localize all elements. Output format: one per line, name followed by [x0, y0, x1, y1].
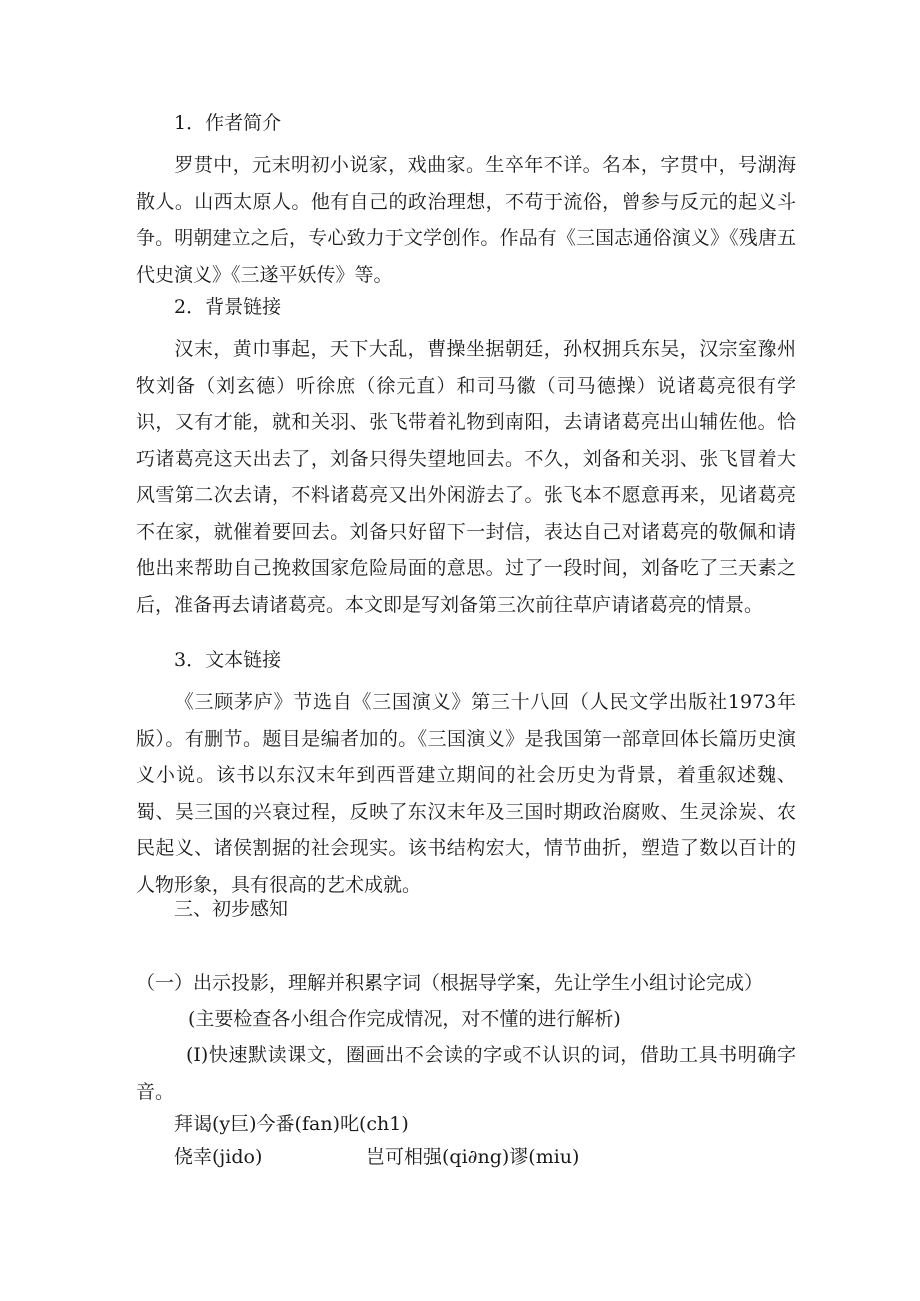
- paragraph-task: (I)快速默读课文，圈画出不会读的字或不认识的词，借助工具书明确字音。: [136, 1044, 796, 1103]
- text-link-block: [136, 684, 796, 903]
- heading-initial-perception: 三、初步感知: [174, 898, 289, 920]
- task-block: [136, 1037, 796, 1110]
- paragraph-background: 汉末，黄巾事起，天下大乱，曹操坐据朝廷，孙权拥兵东吴，汉宗室豫州牧刘备（刘玄德）听徐庶（徐元直）和司马徽（司马德操）说诸葛亮很有学识，又有才能，就和关羽、张飞带着礼物到南阳，去请诸葛亮出山辅佐他。恰巧诸葛亮这天出去了，刘备只得失望地回去。不久，刘备和关羽、张飞冒着大风雪第二次去请，不料诸葛亮又出外闲游去了。张飞本不愿意再来，见诸葛亮不在家，就催着要回去。刘备只好留下一封信，表达自己对诸葛亮的敬佩和请他出来帮助自己挽救国家危险局面的意思。过了一段时间，刘备吃了三天素之后，准备再去请诸葛亮。本文即是写刘备第三次前往草庐请诸葛亮的情景。: [136, 338, 796, 616]
- vocab-line-2-right: 岂可相强(qi∂ng)谬(miu): [366, 1146, 580, 1168]
- vocab-line-2-left: 侥幸(jido): [174, 1146, 263, 1168]
- note-line: (主要检查各小组合作完成情况，对不懂的进行解析): [188, 1008, 621, 1030]
- paragraph-item-one: （一）出示投影，理解并积累字词（根据导学案，先让学生小组讨论完成）: [136, 971, 764, 994]
- vocab-line-1: 拜谒(y巨)今番(fan)叱(ch1): [174, 1113, 409, 1135]
- heading-text-link: 3．文本链接: [174, 649, 282, 671]
- item-one-block: [136, 928, 796, 1001]
- background-block: [136, 331, 796, 623]
- paragraph-author-intro: 罗贯中，元末明初小说家，戏曲家。生卒年不详。名本，字贯中，号湖海散人。山西太原人。他有自己的政治理想，不苟于流俗，曾参与反元的起义斗争。明朝建立之后，专心致力于文学创作。作品有《三国志通俗演义》《残唐五代史演义》《三遂平妖传》等。: [136, 154, 796, 286]
- paragraph-text-link: 《三顾茅庐》节选自《三国演义》第三十八回（人民文学出版社1973年版）。有删节。题目是编者加的。《三国演义》是我国第一部章回体长篇历史演义小说。该书以东汉末年到西晋建立期间的社会历史为背景，着重叙述魏、蜀、吴三国的兴衰过程，反映了东汉末年及三国时期政治腐败、生灵涂炭、农民起义、诸侯割据的社会现实。该书结构宏大，情节曲折，塑造了数以百计的人物形象，具有很高的艺术成就。: [136, 691, 796, 896]
- author-intro-block: [136, 147, 796, 293]
- heading-background: 2．背景链接: [174, 296, 282, 318]
- heading-author-intro: 1．作者简介: [174, 112, 282, 134]
